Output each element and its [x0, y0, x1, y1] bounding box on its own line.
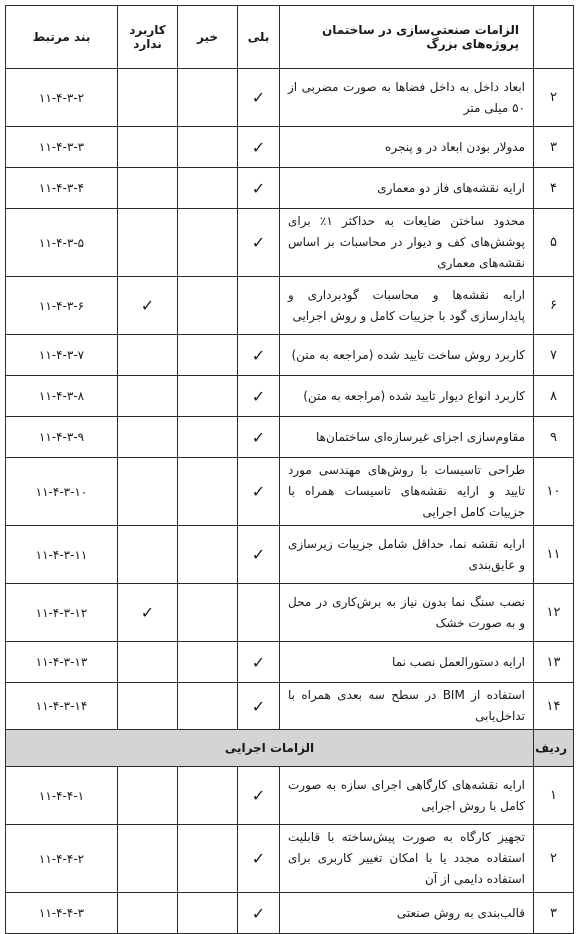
row-description: نصب سنگ نما بدون نیاز به برش‌کاری در محل و به صورت خشک: [280, 584, 534, 642]
no-cell: [178, 526, 238, 584]
yes-check: ✓: [238, 168, 280, 209]
row-number: ۱۳: [534, 642, 574, 683]
not-applicable-check: [118, 335, 178, 376]
not-applicable-check: [118, 683, 178, 730]
table-row: [6, 69, 574, 127]
table-header-row: [6, 6, 574, 69]
table-row: [6, 825, 574, 893]
row-description: ابعاد داخل به داخل فضاها به صورت مضربی از ۵۰ میلی متر: [280, 69, 534, 127]
row-reference: ۱۱-۴-۳-۶: [6, 277, 118, 335]
no-cell: [178, 69, 238, 127]
no-cell: [178, 642, 238, 683]
section-header-row: [6, 730, 574, 767]
row-number: ۱۴: [534, 683, 574, 730]
no-cell: [178, 209, 238, 277]
requirements-table: [5, 5, 574, 934]
row-description: کاربرد روش ساخت تایید شده (مراجعه به متن): [280, 335, 534, 376]
row-description: ارایه نقشه نما، حداقل شامل جزییات زیرسازی و عایق‌بندی: [280, 526, 534, 584]
row-description: طراحی تاسیسات با روش‌های مهندسی مورد تایید و ارایه نقشه‌های تاسیسات همراه با جزییات کامل اجرایی: [280, 458, 534, 526]
yes-check: ✓: [238, 642, 280, 683]
yes-check: [238, 277, 280, 335]
row-reference: ۱۱-۴-۳-۷: [6, 335, 118, 376]
yes-check: ✓: [238, 376, 280, 417]
not-applicable-check: [118, 69, 178, 127]
yes-check: ✓: [238, 893, 280, 934]
row-number: ۱۲: [534, 584, 574, 642]
row-number: ۵: [534, 209, 574, 277]
yes-check: ✓: [238, 683, 280, 730]
no-cell: [178, 335, 238, 376]
table-row: [6, 767, 574, 825]
table-row: [6, 127, 574, 168]
yes-check: ✓: [238, 767, 280, 825]
not-applicable-check: [118, 526, 178, 584]
row-description: محدود ساختن ضایعات به حداکثر ۱٪ برای پوشش‌های کف و دیوار در محاسبات بر اساس نقشه‌های معماری: [280, 209, 534, 277]
row-reference: ۱۱-۴-۳-۱۳: [6, 642, 118, 683]
row-number: ۶: [534, 277, 574, 335]
table-row: [6, 642, 574, 683]
row-reference: ۱۱-۴-۳-۱۴: [6, 683, 118, 730]
header-number-cell: [534, 6, 574, 69]
not-applicable-check: [118, 168, 178, 209]
table-row: [6, 683, 574, 730]
row-description: ارایه نقشه‌ها و محاسبات گودبرداری و پایدارسازی گود با جزییات کامل و روش اجرایی: [280, 277, 534, 335]
table-row: [6, 277, 574, 335]
not-applicable-check: ✓: [118, 584, 178, 642]
not-applicable-check: [118, 458, 178, 526]
row-reference: ۱۱-۴-۳-۱۲: [6, 584, 118, 642]
no-cell: [178, 767, 238, 825]
yes-check: [238, 584, 280, 642]
row-description: مدولار بودن ابعاد در و پنجره: [280, 127, 534, 168]
not-applicable-check: [118, 417, 178, 458]
yes-check: ✓: [238, 825, 280, 893]
row-number: ۷: [534, 335, 574, 376]
row-reference: ۱۱-۴-۳-۲: [6, 69, 118, 127]
row-reference: ۱۱-۴-۳-۳: [6, 127, 118, 168]
row-number: ۳: [534, 127, 574, 168]
row-reference: ۱۱-۴-۳-۱۱: [6, 526, 118, 584]
no-cell: [178, 458, 238, 526]
header-title: الزامات صنعتی‌سازی در ساختمان پروژه‌های بزرگ: [280, 6, 534, 69]
section-row-label: ردیف: [534, 730, 574, 767]
row-description: قالب‌بندی به روش صنعتی: [280, 893, 534, 934]
row-description: مقاوم‌سازی اجزای غیرسازه‌ای ساختمان‌ها: [280, 417, 534, 458]
row-reference: ۱۱-۴-۴-۳: [6, 893, 118, 934]
yes-check: ✓: [238, 127, 280, 168]
table-row: [6, 335, 574, 376]
not-applicable-check: [118, 893, 178, 934]
row-number: ۱: [534, 767, 574, 825]
header-no: خیر: [178, 6, 238, 69]
row-reference: ۱۱-۴-۳-۴: [6, 168, 118, 209]
row-reference: ۱۱-۴-۳-۹: [6, 417, 118, 458]
row-number: ۸: [534, 376, 574, 417]
row-number: ۲: [534, 69, 574, 127]
row-description: کاربرد انواع دیوار تایید شده (مراجعه به متن): [280, 376, 534, 417]
header-yes: بلی: [238, 6, 280, 69]
yes-check: ✓: [238, 417, 280, 458]
section-title: الزامات اجرایی: [6, 730, 534, 767]
header-not-applicable: کاربرد ندارد: [118, 6, 178, 69]
no-cell: [178, 277, 238, 335]
no-cell: [178, 584, 238, 642]
not-applicable-check: [118, 825, 178, 893]
row-description: ارایه نقشه‌های کارگاهی اجرای سازه به صورت کامل با روش اجرایی: [280, 767, 534, 825]
header-reference: بند مرتبط: [6, 6, 118, 69]
row-reference: ۱۱-۴-۳-۸: [6, 376, 118, 417]
row-number: ۹: [534, 417, 574, 458]
not-applicable-check: [118, 642, 178, 683]
table-row: [6, 893, 574, 934]
not-applicable-check: [118, 767, 178, 825]
table-row: [6, 458, 574, 526]
row-description: ارایه دستورالعمل نصب نما: [280, 642, 534, 683]
no-cell: [178, 825, 238, 893]
row-reference: ۱۱-۴-۴-۲: [6, 825, 118, 893]
row-number: ۴: [534, 168, 574, 209]
no-cell: [178, 683, 238, 730]
row-reference: ۱۱-۴-۴-۱: [6, 767, 118, 825]
row-description: ارایه نقشه‌های فاز دو معماری: [280, 168, 534, 209]
no-cell: [178, 376, 238, 417]
table-row: [6, 584, 574, 642]
not-applicable-check: [118, 209, 178, 277]
no-cell: [178, 417, 238, 458]
not-applicable-check: [118, 376, 178, 417]
yes-check: ✓: [238, 335, 280, 376]
row-description: استفاده از BIM در سطح سه بعدی همراه با تداخل‌یابی: [280, 683, 534, 730]
yes-check: ✓: [238, 69, 280, 127]
no-cell: [178, 893, 238, 934]
row-reference: ۱۱-۴-۳-۱۰: [6, 458, 118, 526]
table-row: [6, 526, 574, 584]
yes-check: ✓: [238, 209, 280, 277]
table-row: [6, 376, 574, 417]
no-cell: [178, 168, 238, 209]
row-description: تجهیز کارگاه به صورت پیش‌ساخته با قابلیت استفاده مجدد یا با امکان تغییر کاربری برای استفاده دایمی از آن: [280, 825, 534, 893]
table-row: [6, 209, 574, 277]
row-number: ۲: [534, 825, 574, 893]
row-number: ۱۰: [534, 458, 574, 526]
no-cell: [178, 127, 238, 168]
table-row: [6, 417, 574, 458]
yes-check: ✓: [238, 526, 280, 584]
yes-check: ✓: [238, 458, 280, 526]
not-applicable-check: [118, 127, 178, 168]
table-row: [6, 168, 574, 209]
row-reference: ۱۱-۴-۳-۵: [6, 209, 118, 277]
not-applicable-check: ✓: [118, 277, 178, 335]
row-number: ۱۱: [534, 526, 574, 584]
row-number: ۳: [534, 893, 574, 934]
